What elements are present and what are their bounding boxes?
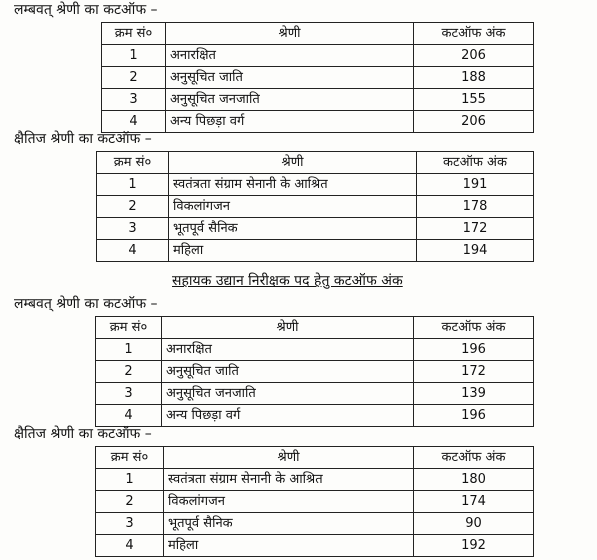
table-row bbox=[96, 513, 534, 535]
cutoff-header: कटऑफ अंक bbox=[414, 23, 534, 45]
category-cell: महिला bbox=[164, 535, 414, 557]
cutoff-table bbox=[95, 316, 534, 427]
cutoff-cell: 192 bbox=[414, 535, 534, 557]
serial-cell: 2 bbox=[96, 491, 164, 513]
category-cell: विकलांगजन bbox=[169, 196, 417, 218]
category-cell: भूतपूर्व सैनिक bbox=[164, 513, 414, 535]
table-header-row bbox=[96, 447, 534, 469]
section-title: क्षैतिज श्रेणी का कटऑफ – bbox=[14, 131, 152, 147]
cutoff-table bbox=[96, 151, 534, 262]
category-cell: स्वतंत्रता संग्राम सेनानी के आश्रित bbox=[164, 469, 414, 491]
serial-cell: 4 bbox=[96, 405, 162, 427]
category-header: श्रेणी bbox=[169, 152, 417, 174]
serial-cell: 4 bbox=[102, 111, 166, 133]
section-title: लम्बवत् श्रेणी का कटऑफ – bbox=[14, 2, 158, 18]
serial-cell: 3 bbox=[96, 383, 162, 405]
cutoff-cell: 90 bbox=[414, 513, 534, 535]
cutoff-header: कटऑफ अंक bbox=[414, 447, 534, 469]
cutoff-cell: 191 bbox=[417, 174, 534, 196]
category-cell: भूतपूर्व सैनिक bbox=[169, 218, 417, 240]
table-row bbox=[96, 361, 534, 383]
table-header-row bbox=[102, 23, 534, 45]
cutoff-header: कटऑफ अंक bbox=[414, 317, 534, 339]
table-row bbox=[97, 240, 534, 262]
cutoff-cell: 178 bbox=[417, 196, 534, 218]
category-cell: अन्य पिछड़ा वर्ग bbox=[166, 111, 414, 133]
serial-cell: 3 bbox=[97, 218, 169, 240]
table-row bbox=[102, 89, 534, 111]
page-title: सहायक उद्यान निरीक्षक पद हेतु कटऑफ अंक bbox=[172, 273, 403, 289]
category-cell: स्वतंत्रता संग्राम सेनानी के आश्रित bbox=[169, 174, 417, 196]
serial-cell: 2 bbox=[102, 67, 166, 89]
table-row bbox=[97, 196, 534, 218]
section-title: क्षैतिज श्रेणी का कटऑफ – bbox=[14, 426, 152, 442]
section-title: लम्बवत् श्रेणी का कटऑफ – bbox=[14, 296, 158, 312]
category-header: श्रेणी bbox=[166, 23, 414, 45]
cutoff-cell: 194 bbox=[417, 240, 534, 262]
category-cell: अन्य पिछड़ा वर्ग bbox=[162, 405, 414, 427]
table-row bbox=[102, 111, 534, 133]
category-cell: महिला bbox=[169, 240, 417, 262]
serial-cell: 1 bbox=[96, 469, 164, 491]
cutoff-cell: 172 bbox=[414, 361, 534, 383]
cutoff-cell: 206 bbox=[414, 45, 534, 67]
table-row bbox=[96, 383, 534, 405]
cutoff-table bbox=[101, 22, 534, 133]
serial-header: क्रम सं० bbox=[97, 152, 169, 174]
table-row bbox=[97, 174, 534, 196]
category-cell: अनुसूचित जनजाति bbox=[162, 383, 414, 405]
table-row bbox=[97, 218, 534, 240]
table-row bbox=[96, 405, 534, 427]
serial-header: क्रम सं० bbox=[96, 317, 162, 339]
cutoff-cell: 180 bbox=[414, 469, 534, 491]
category-cell: अनारक्षित bbox=[166, 45, 414, 67]
cutoff-cell: 155 bbox=[414, 89, 534, 111]
category-header: श्रेणी bbox=[162, 317, 414, 339]
table-row bbox=[96, 469, 534, 491]
cutoff-table bbox=[95, 446, 534, 557]
category-header: श्रेणी bbox=[164, 447, 414, 469]
serial-cell: 1 bbox=[102, 45, 166, 67]
cutoff-cell: 172 bbox=[417, 218, 534, 240]
serial-cell: 3 bbox=[96, 513, 164, 535]
cutoff-cell: 139 bbox=[414, 383, 534, 405]
serial-cell: 4 bbox=[96, 535, 164, 557]
serial-header: क्रम सं० bbox=[102, 23, 166, 45]
serial-header: क्रम सं० bbox=[96, 447, 164, 469]
category-cell: विकलांगजन bbox=[164, 491, 414, 513]
category-cell: अनारक्षित bbox=[162, 339, 414, 361]
cutoff-cell: 196 bbox=[414, 405, 534, 427]
serial-cell: 1 bbox=[96, 339, 162, 361]
serial-cell: 2 bbox=[97, 196, 169, 218]
serial-cell: 1 bbox=[97, 174, 169, 196]
cutoff-header: कटऑफ अंक bbox=[417, 152, 534, 174]
table-row bbox=[102, 67, 534, 89]
serial-cell: 2 bbox=[96, 361, 162, 383]
serial-cell: 4 bbox=[97, 240, 169, 262]
table-header-row bbox=[96, 317, 534, 339]
table-row bbox=[96, 339, 534, 361]
cutoff-cell: 196 bbox=[414, 339, 534, 361]
table-row bbox=[96, 491, 534, 513]
table-header-row bbox=[97, 152, 534, 174]
cutoff-cell: 174 bbox=[414, 491, 534, 513]
cutoff-cell: 188 bbox=[414, 67, 534, 89]
serial-cell: 3 bbox=[102, 89, 166, 111]
table-row bbox=[102, 45, 534, 67]
category-cell: अनुसूचित जाति bbox=[162, 361, 414, 383]
category-cell: अनुसूचित जाति bbox=[166, 67, 414, 89]
category-cell: अनुसूचित जनजाति bbox=[166, 89, 414, 111]
table-row bbox=[96, 535, 534, 557]
cutoff-cell: 206 bbox=[414, 111, 534, 133]
